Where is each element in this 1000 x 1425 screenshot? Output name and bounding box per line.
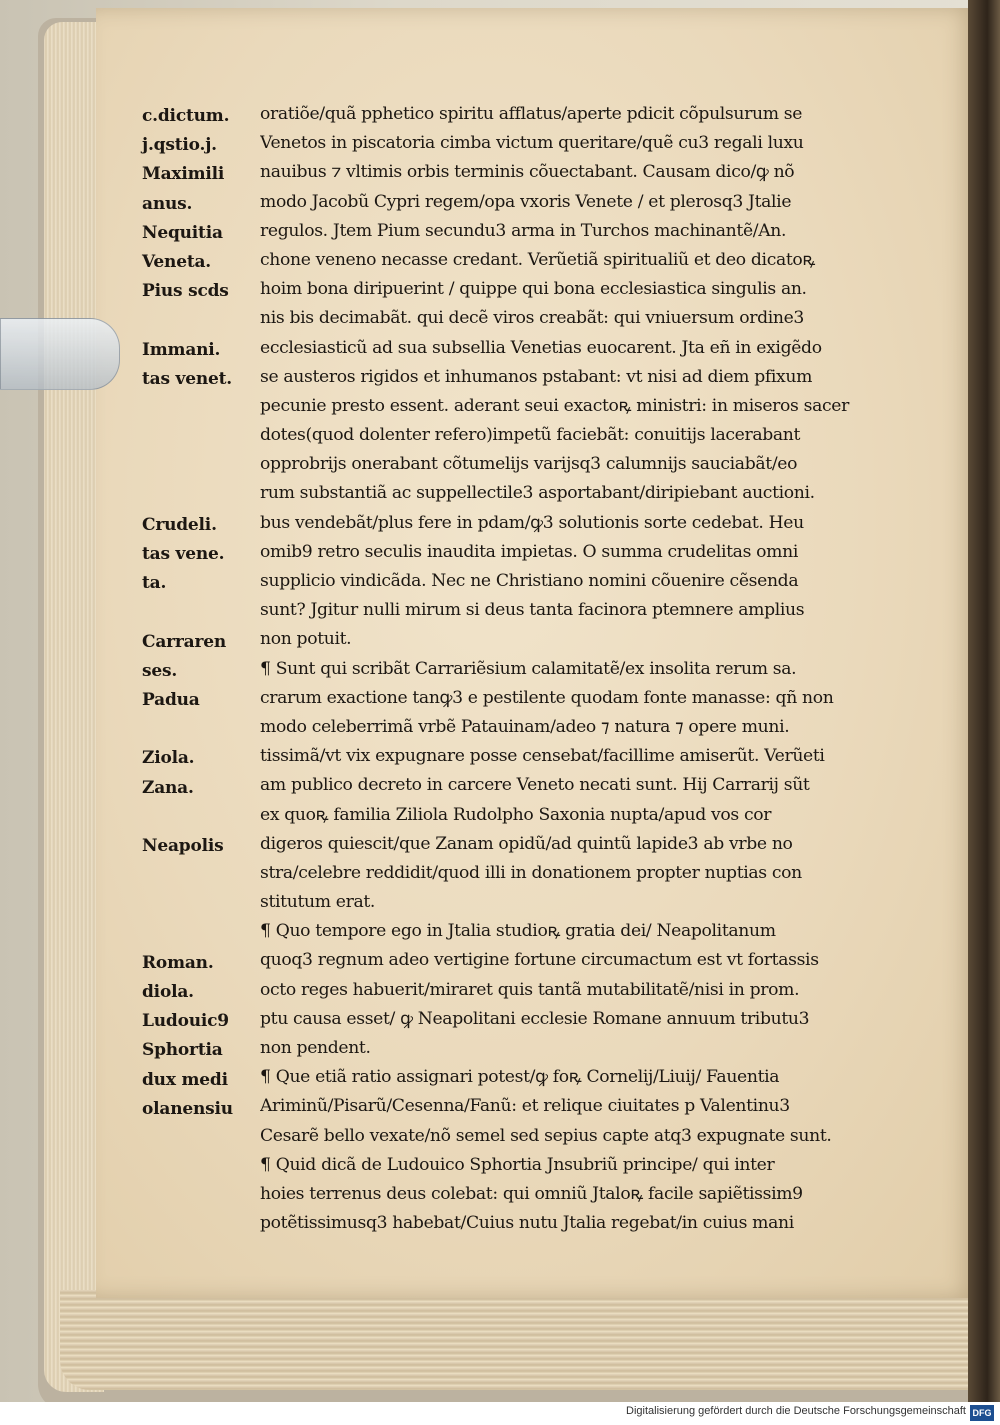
text-line: ¶ Quo tempore ego in Jtalia studioꝶ gratia dei/ Neapolitanum xyxy=(260,921,776,942)
page-edges-left xyxy=(44,22,104,1392)
text-line: chone veneno necasse credant. Verũetiã spiritualiũ et deo dicatoꝶ xyxy=(260,249,816,270)
text-line: Ariminũ/Pisarũ/Cesenna/Fanũ: et relique ciuitates p Valentinu3 xyxy=(260,1096,790,1117)
margin-note: c.dictum. xyxy=(142,106,230,126)
text-line: Venetos in piscatoria cimba victum queritare/quẽ cu3 regali luxu xyxy=(260,133,804,154)
text-line: non pendent. xyxy=(260,1038,371,1058)
text-line: oratiõe/quã pphetico spiritu afflatus/aperte pdicit cõpulsurum se xyxy=(260,104,803,124)
text-line: octo reges habuerit/miraret quis tantã mutabilitatẽ/nisi in prom. xyxy=(260,979,800,1000)
margin-note: tas vene. xyxy=(142,544,225,564)
text-line: digeros quiescit/que Zanam opidũ/ad quintũ lapide3 ab vrbe no xyxy=(260,833,793,854)
text-line: rum substantiã ac suppellectile3 asportabant/diripiebant auctioni. xyxy=(260,483,815,504)
margin-note: Maximili xyxy=(142,164,225,185)
margin-note: ta. xyxy=(142,573,167,594)
margin-note: Zana. xyxy=(142,777,194,798)
text-line: dotes(quod dolenter refero)impetũ faciebãt: conuitijs lacerabant xyxy=(260,425,801,446)
text-line: am publico decreto in carcere Veneto necati sunt. Hij Carrarij sũt xyxy=(260,775,810,796)
text-line: pecunie presto essent. aderant seui exactoꝶ ministri: in miseros sacer xyxy=(260,395,849,416)
text-line: modo celeberrimã vrbẽ Patauinam/adeo ⁊ natura ⁊ opere muni. xyxy=(260,716,790,737)
text-line: quoq3 regnum adeo vertigine fortune circumactum est vt fortassis xyxy=(260,950,819,971)
margin-note: anus. xyxy=(142,193,193,214)
text-line: nis bis decimabãt. qui decẽ viros creabãt: qui vniuersum ordine3 xyxy=(260,308,805,329)
margin-note: olanensiu xyxy=(142,1098,233,1119)
margin-note: Ziola. xyxy=(142,748,195,769)
text-line: ex quoꝶ familia Ziliola Rudolpho Saxonia nupta/apud vos cor xyxy=(260,804,772,825)
margin-note: Veneta. xyxy=(142,252,212,272)
margin-note: Sphortia xyxy=(142,1040,223,1061)
text-line: supplicio vindicãda. Nec ne Christiano nomini cõuenire cẽsenda xyxy=(260,571,799,591)
margin-note: Carraren xyxy=(142,631,227,652)
text-line: regulos. Jtem Pium secundu3 arma in Turchos machinantẽ/An. xyxy=(260,220,787,241)
text-line: bus vendebãt/plus fere in pdam/ꝙ3 solutionis sorte cedebat. Heu xyxy=(260,512,804,533)
margin-note: Neapolis xyxy=(142,836,224,856)
text-line: modo Jacobũ Cypri regem/opa vxoris Venete / et plerosq3 Jtalie xyxy=(260,191,792,212)
dfg-logo-icon: DFG xyxy=(970,1405,994,1421)
text-line: ¶ Quid dicã de Ludouico Sphortia Jnsubriũ principe/ qui inter xyxy=(260,1154,775,1175)
text-line: ¶ Que etiã ratio assignari potest/ꝙ foꝶ Cornelij/Liuij/ Fauentia xyxy=(260,1067,780,1088)
book-gutter xyxy=(968,0,1000,1410)
text-line: se austeros rigidos et inhumanos pstabant: vt nisi ad diem pfixum xyxy=(260,366,813,387)
margin-note: tas venet. xyxy=(142,368,232,389)
text-line: ¶ Sunt qui scribãt Carrariẽsium calamitatẽ/ex insolita rerum sa. xyxy=(260,658,797,679)
text-line: hoim bona diripuerint / quippe qui bona ecclesiastica singulis an. xyxy=(260,279,807,300)
text-line: nauibus ⁊ vltimis orbis terminis cõuectabant. Causam dico/ꝙ nõ xyxy=(260,162,795,183)
text-line: hoies terrenus deus colebat: qui omniũ Jtaloꝶ facile sapiẽtissim9 xyxy=(260,1183,803,1204)
margin-note: Ludouic9 xyxy=(142,1011,229,1032)
margin-note: diola. xyxy=(142,982,194,1002)
text-line: sunt? Jgitur nulli mirum si deus tanta facinora ptemnere amplius xyxy=(260,600,805,621)
text-line: opprobrijs onerabant cõtumelijs varijsq3 calumnijs sauciabãt/eo xyxy=(260,454,798,475)
text-line: potẽtissimusq3 habebat/Cuius nutu Jtalia regebat/in cuius mani xyxy=(260,1213,794,1234)
page-clamp xyxy=(0,318,120,390)
text-line: non potuit. xyxy=(260,629,352,650)
margin-note: Crudeli. xyxy=(142,514,217,535)
main-text-block xyxy=(260,100,912,1238)
text-line: Cesarẽ bello vexate/nõ semel sed sepius capte atq3 expugnate sunt. xyxy=(260,1125,832,1146)
margin-note: dux medi xyxy=(142,1069,228,1090)
margin-note: Nequitia xyxy=(142,222,223,243)
page-edges-bottom xyxy=(60,1290,990,1390)
margin-note: Pius scds xyxy=(142,281,229,302)
text-line: stra/celebre reddidit/quod illi in donationem propter nuptias con xyxy=(260,862,802,883)
text-line: omib9 retro seculis inaudita impietas. O summa crudelitas omni xyxy=(260,541,798,562)
text-line: ptu causa esset/ ꝙ Neapolitani ecclesie Romane annuum tributu3 xyxy=(260,1008,810,1029)
margin-note: j.qstio.j. xyxy=(142,135,217,156)
text-line: tissimã/vt vix expugnare posse censebat/facillime amiserũt. Verũeti xyxy=(260,746,825,767)
footer-credit: Digitalisierung gefördert durch die Deutsche Forschungsgemeinschaft xyxy=(626,1405,966,1417)
margin-note: Padua xyxy=(142,690,200,710)
text-line: ecclesiasticũ ad sua subsellia Venetias euocarent. Jta eñ in exigẽdo xyxy=(260,337,822,358)
text-line: stitutum erat. xyxy=(260,892,376,913)
digitization-footer xyxy=(0,1402,1000,1425)
margin-note: ses. xyxy=(142,660,178,681)
margin-note: Immani. xyxy=(142,339,221,360)
margin-note: Roman. xyxy=(142,952,214,973)
text-line: crarum exactione tanꝙ3 e pestilente quodam fonte manasse: qñ non xyxy=(260,687,834,708)
